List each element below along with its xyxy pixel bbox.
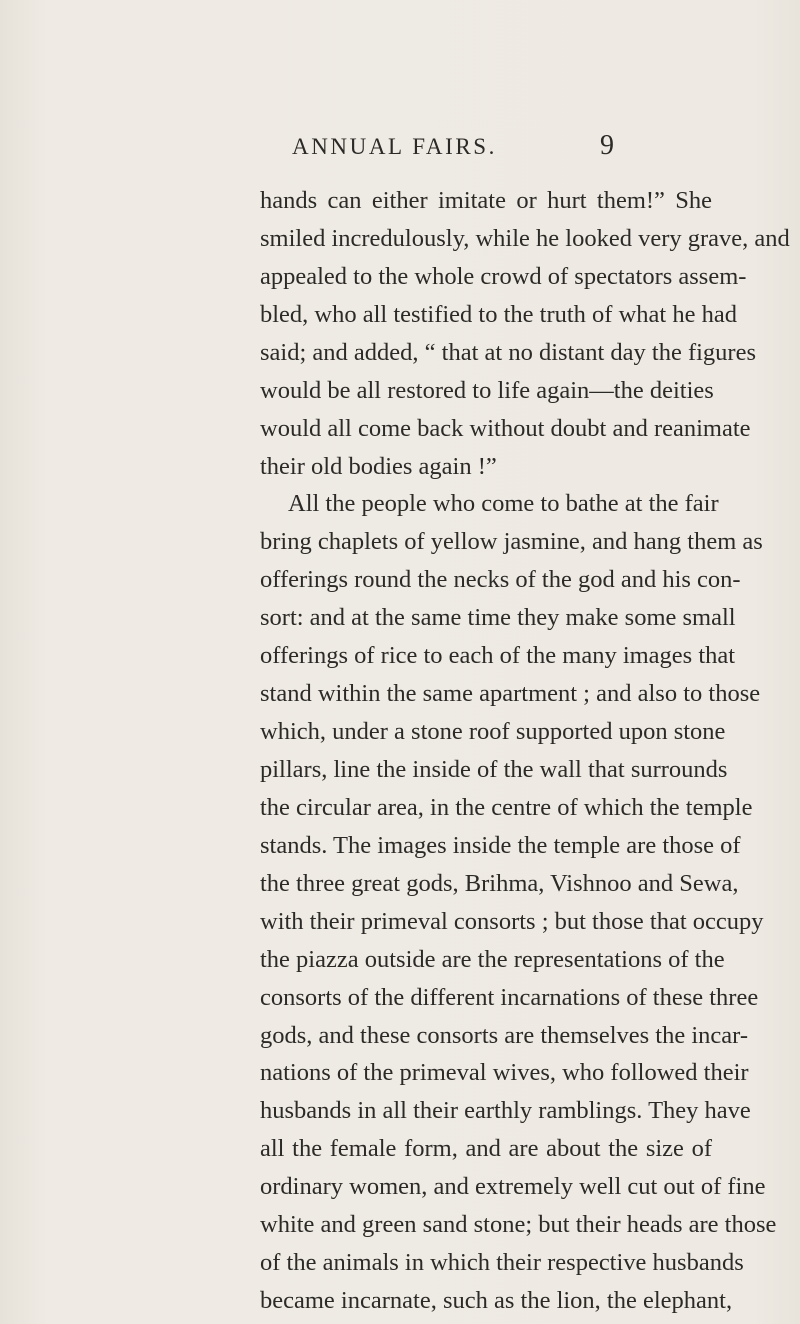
text-line: pillars, line the inside of the wall that surrounds [260,756,728,783]
text-line: would be all restored to life again—the deities [260,376,714,404]
text-line: offerings of rice to each of the many images that [260,642,736,670]
text-line: husbands in all their earthly ramblings. They have [260,1097,751,1125]
text-line: stand within the same apartment ; and also to those [260,680,761,708]
page-number: 9 [600,130,614,161]
text-line: said; and added, “ that at no distant day the figures [260,338,756,366]
text-line: the circular area, in the centre of which the temple [260,793,753,821]
text-line: their old bodies again !” [260,452,497,480]
text-line: appealed to the whole crowd of spectators assem- [260,262,747,290]
text-line: smiled incredulously, while he looked very grave, and [260,224,790,252]
text-line: of the animals in which their respective husbands [260,1249,744,1277]
text-line: bled, who all testified to the truth of what he had [260,300,737,328]
text-line: the piazza outside are the representations of the [260,945,725,973]
text-line: would all come back without doubt and reanimate [260,414,751,442]
text-line: stands. The images inside the temple are those of [260,831,741,859]
running-title: ANNUAL FAIRS. [292,134,498,159]
text-line: all the female form, and are about the size of [260,1135,712,1163]
text-line: which, under a stone roof supported upon stone [260,718,726,745]
text-line: sort: and at the same time they make some small [260,604,736,632]
paragraph-first-line: All the people who come to bathe at the fair [288,490,719,518]
text-line: offerings round the necks of the god and his con- [260,566,741,594]
text-line: ordinary women, and extremely well cut out of fine [260,1173,766,1201]
text-line: gods, and these consorts are themselves the incar- [260,1021,748,1049]
text-line: became incarnate, such as the lion, the elephant, [260,1287,733,1314]
text-line: hands can either imitate or hurt them!” She [260,187,712,214]
text-line: bring chaplets of yellow jasmine, and hang them as [260,528,763,556]
text-line: with their primeval consorts ; but those that occupy [260,907,764,935]
text-line: white and green sand stone; but their heads are those [260,1211,777,1239]
text-line: the three great gods, Brihma, Vishnoo and Sewa, [260,869,739,897]
text-line: nations of the primeval wives, who followed their [260,1059,749,1087]
text-line: consorts of the different incarnations of these three [260,983,759,1011]
running-head [0,128,800,168]
